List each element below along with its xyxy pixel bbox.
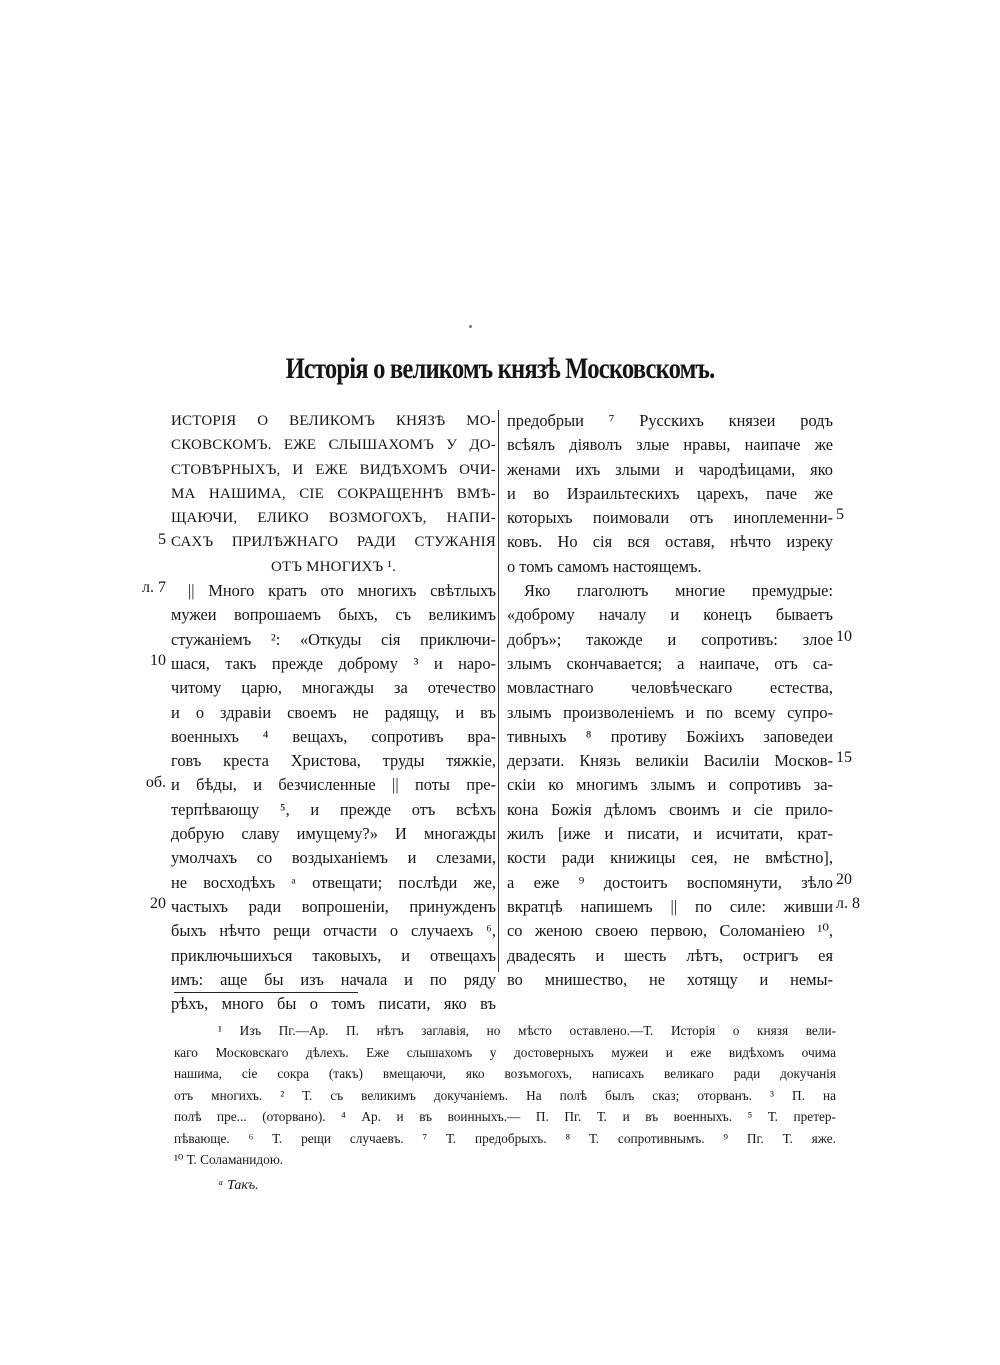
right-margin-number: л. 8 [836, 895, 860, 912]
left-margin-number: об. [145, 773, 166, 791]
right-column-line: кости ради книжицы сея, не вмѣстно], [507, 848, 833, 868]
right-margin-number: 10 [836, 627, 852, 645]
footnote-line: ¹ Изъ Пг.—Ар. П. нѣтъ заглавія, но мѣсто оставлено.—Т. Исторія о князя вели- [218, 1023, 836, 1038]
left-column-line: ЩАЮЧИ, ЕЛИКО ВОЗМОГОХЪ, НАПИ- [171, 510, 496, 527]
right-margin-number: 15 [836, 749, 852, 767]
right-column-line: женами ихъ злыми и чародѣицами, яко [507, 459, 833, 479]
left-margin-number: 10 [150, 652, 166, 669]
page-title: Исторія о великомъ князѣ Московскомъ. [285, 352, 715, 385]
right-column-line: о томъ самомъ настоящемъ. [507, 556, 702, 576]
right-column-line: вкратцѣ напишемъ || по силе: живши [507, 896, 833, 916]
left-column-line: и о здравіи своемъ не радящу, и въ [171, 702, 496, 722]
footnote-line: ¹⁰ Т. Соламанидою. [174, 1152, 284, 1167]
left-margin-number: л. 7 [142, 579, 166, 597]
left-column-line: имъ: аще бы изъ начала и по ряду [171, 969, 496, 989]
right-column-line: предобрыи ⁷ Русскихъ князеи родъ [507, 411, 833, 430]
right-column-line: двадесять и шесть лѣтъ, остригъ ея [507, 945, 833, 965]
right-column-line: со женою своею первою, Соломаніею ¹⁰, [507, 921, 833, 941]
right-column-line: «доброму началу и конецъ бываетъ [507, 605, 833, 625]
right-column-line: добръ»; такожде и сопротивъ: злое [507, 629, 833, 649]
right-column-line: которыхъ поимовали отъ иноплеменни- [507, 508, 833, 528]
left-column-line: военныхъ ⁴ вещахъ, сопротивъ вра- [171, 726, 496, 746]
left-column-line: не восходѣхъ ᵃ отвещати; послѣди же, [171, 872, 496, 892]
left-column-line: рѣхъ, много бы о томъ писати, яко въ [171, 994, 496, 1014]
left-column-line: терпѣвающу ⁵, и прежде отъ всѣхъ [171, 799, 496, 819]
left-column-line: МА НАШИМА, СІЕ СОКРАЩЕННѢ ВМѢ- [171, 485, 496, 502]
footnote-line: полѣ пре... (оторвано). ⁴ Ар. и въ воинныхъ.— П. Пг. Т. и въ военныхъ. ⁵ Т. претер- [174, 1109, 836, 1124]
textual-note: ᵃ Такъ. [218, 1178, 259, 1193]
right-column-line: тивныхъ ⁸ противу Божіихъ заповедеи [507, 726, 833, 746]
right-column-line: злымъ скончавается; а наипаче, отъ са- [507, 653, 833, 673]
left-column-line: быхъ нѣчто рещи отчасти о случаехъ ⁶, [171, 921, 496, 941]
left-margin-number: 20 [150, 895, 166, 912]
left-column-line: ИСТОРІЯ О ВЕЛИКОМЪ КНЯЗѢ МО- [171, 413, 496, 429]
footnote-line: каго Московскаго дѣлехъ. Еже слышахомъ у достоверныхъ мужеи и еже видѣхомъ очима [174, 1044, 836, 1060]
right-column-line: скіи ко многимъ злымъ и сопротивъ за- [507, 775, 833, 795]
left-column-line: приключьшихъся таковыхъ, и отвещахъ [171, 945, 496, 965]
right-column-line: жилъ [иже и писати, и исчитати, крат- [507, 824, 833, 844]
right-column-line: и во Израильтескихъ царехъ, паче же [507, 483, 833, 503]
right-column-line: ковъ. Но сія вся оставя, нѣчто изреку [507, 532, 833, 552]
left-column-line: СКОВСКОМЪ. ЕЖЕ СЛЫШАХОМЪ У ДО- [171, 437, 496, 454]
left-column-line: СТОВѢРНЫХЪ, И ЕЖЕ ВИДѢХОМЪ ОЧИ- [171, 461, 496, 478]
left-column-line: умолчахъ со воздыханіемъ и слезами, [171, 848, 496, 868]
right-margin-number: 20 [836, 870, 852, 888]
column-divider [498, 410, 499, 972]
right-column-line: мовластнаго человѣческаго естества, [507, 678, 833, 698]
left-column-line: САХЪ ПРИЛѢЖНАГО РАДИ СТУЖАНІЯ [171, 534, 496, 551]
footnote-line: нашима, сіе сокра (такъ) вмещаючи, яко возъмогохъ, написахъ великаго ради докучанія [174, 1066, 836, 1081]
right-column-line: Яко глаголютъ многие премудрые: [524, 581, 833, 601]
left-column-line: говъ креста Христова, труды тяжкіе, [171, 751, 496, 771]
print-speck [469, 325, 472, 328]
right-column-line: во мнишество, не хотящу и немы- [507, 969, 833, 989]
right-text-column [507, 409, 833, 992]
left-column-line: добрую славу имущему?» И многажды [171, 824, 496, 844]
left-column-line: || Много кратъ ото многихъ свѣтлыхъ [188, 581, 496, 601]
right-column-line: кона Божія дѣломъ своимъ и сіе прило- [507, 799, 833, 819]
left-column-line: ОТЪ МНОГИХЪ ¹. [270, 558, 397, 575]
right-column-line: дерзати. Князь великіи Василіи Москов- [507, 751, 833, 771]
footnotes [174, 1020, 836, 1171]
left-column-line: стужаніемъ ²: «Откуды сія приключи- [171, 629, 496, 649]
left-column-line: шася, такъ прежде доброму ³ и наро- [171, 653, 496, 673]
right-column-line: всѣялъ діяволъ злые нравы, наипаче же [507, 435, 833, 455]
left-column-line: читому царю, многажды за отечество [171, 678, 496, 698]
left-column-line: частыхъ ради вопрошеніи, принужденъ [171, 896, 496, 916]
footnote-line: пѣвающе. ⁶ Т. рещи случаевъ. ⁷ Т. предобрыхъ. ⁸ Т. сопротивнымъ. ⁹ Пг. Т. яже. [174, 1130, 836, 1146]
footnote-separator [174, 992, 358, 993]
right-column-line: злымъ произволеніемъ и по всему супро- [507, 702, 833, 722]
left-column-line: мужеи вопрошаемъ быхъ, съ великимъ [171, 605, 496, 625]
left-column-line: и бѣды, и безчисленные || поты пре- [171, 775, 496, 795]
footnote-line: отъ многихъ. ² Т. съ великимъ докучаніемъ. На полѣ былъ сказ; оторванъ. ³ П. на [174, 1087, 836, 1103]
left-margin-number: 5 [158, 530, 166, 548]
right-margin-number: 5 [836, 506, 844, 524]
right-column-line: а еже ⁹ достоитъ воспомянути, зѣло [507, 872, 833, 892]
left-text-column [171, 409, 496, 1016]
